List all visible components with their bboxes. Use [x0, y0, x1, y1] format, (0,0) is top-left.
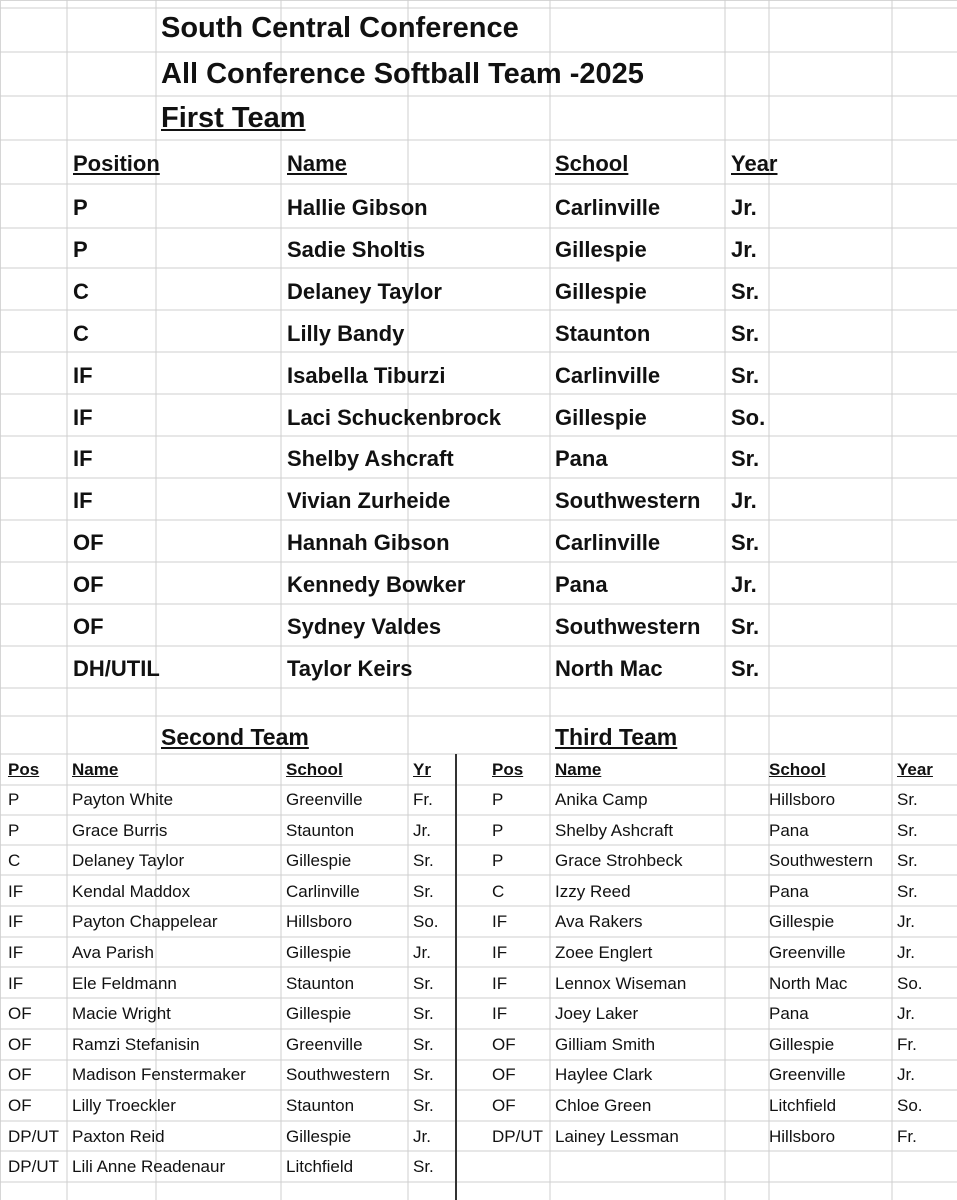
second-team-name: Ava Parish — [72, 943, 154, 962]
third-team-position: IF — [492, 912, 508, 932]
second-team-school: Litchfield — [286, 1157, 354, 1177]
second-team-header-year: Yr — [413, 760, 431, 779]
first-team-position: DH/UTIL — [73, 655, 160, 681]
second-team-position: OF — [8, 1065, 32, 1085]
second-team-year: Sr. — [413, 1034, 434, 1054]
third-team-school: Pana — [769, 881, 809, 901]
third-team-header-position: Pos — [492, 760, 524, 779]
third-team-header-school: School — [769, 760, 826, 779]
third-team-year: So. — [897, 1096, 923, 1115]
third-team-school: North Mac — [769, 973, 848, 993]
first-team-school: Pana — [555, 446, 608, 472]
first-team-year: So. — [731, 404, 766, 430]
third-team-school: Southwestern — [769, 851, 873, 871]
second-team-year: So. — [413, 912, 439, 932]
second-team-name: Lili Anne Readenaur — [72, 1157, 226, 1177]
first-team-position: OF — [73, 530, 104, 556]
second-team-position: OF — [8, 1004, 32, 1024]
first-team-position: IF — [73, 446, 93, 472]
third-team-position: P — [492, 820, 504, 840]
second-team-position: IF — [8, 943, 24, 962]
first-team-year: Sr. — [731, 614, 760, 639]
first-team-name: Kennedy Bowker — [287, 572, 466, 598]
third-team-school: Pana — [769, 820, 809, 840]
first-team-year: Jr. — [731, 572, 757, 598]
second-team-year: Sr. — [413, 1157, 434, 1177]
third-team-year: Sr. — [897, 790, 918, 809]
third-team-name: Anika Camp — [555, 790, 648, 809]
second-team-year: Sr. — [413, 973, 434, 993]
third-team-year: So. — [897, 973, 923, 993]
third-team-school: Pana — [769, 1004, 809, 1024]
third-team-name: Zoee Englert — [555, 943, 653, 962]
second-team-name: Lilly Troeckler — [72, 1096, 176, 1115]
second-team-year: Jr. — [413, 1126, 431, 1146]
second-team-year: Sr. — [413, 851, 434, 871]
first-team-year: Jr. — [731, 195, 757, 220]
first-team-position: IF — [73, 488, 93, 514]
team-title: All Conference Softball Team -2025 — [161, 58, 644, 90]
third-team-school: Hillsboro — [769, 790, 836, 809]
second-team-name: Ramzi Stefanisin — [72, 1034, 200, 1054]
second-team-position: C — [8, 851, 21, 871]
first-team-year: Jr. — [731, 236, 757, 262]
first-team-year: Sr. — [731, 278, 760, 304]
third-team-position: IF — [492, 1004, 508, 1024]
third-team-name: Lainey Lessman — [555, 1126, 679, 1146]
first-team-school: Carlinville — [555, 362, 661, 388]
third-team-position: P — [492, 790, 504, 809]
second-team-position: IF — [8, 881, 24, 901]
first-team-school: Southwestern — [555, 614, 701, 639]
third-team-name: Izzy Reed — [555, 881, 631, 901]
third-team-heading: Third Team — [555, 724, 678, 750]
second-team-name: Payton Chappelear — [72, 912, 218, 932]
third-team-header-name: Name — [555, 760, 602, 779]
first-team-school: Staunton — [555, 320, 651, 346]
second-team-school: Staunton — [286, 973, 355, 993]
first-team-school: Gillespie — [555, 404, 647, 430]
first-team-year: Sr. — [731, 446, 760, 472]
third-team-year: Sr. — [897, 851, 918, 871]
second-team-school: Gillespie — [286, 1004, 352, 1024]
second-team-year: Sr. — [413, 1004, 434, 1024]
second-team-name: Ele Feldmann — [72, 973, 177, 993]
second-team-school: Staunton — [286, 820, 355, 840]
second-team-position: P — [8, 820, 20, 840]
first-team-header-position: Position — [73, 151, 160, 176]
third-team-school: Gillespie — [769, 912, 835, 932]
second-team-position: P — [8, 790, 20, 809]
first-team-position: OF — [73, 614, 104, 639]
second-team-position: IF — [8, 912, 24, 932]
third-team-name: Gilliam Smith — [555, 1034, 656, 1054]
first-team-position: P — [73, 195, 88, 220]
second-team-position: DP/UT — [8, 1126, 59, 1146]
third-team-name: Grace Strohbeck — [555, 851, 683, 871]
first-team-name: Shelby Ashcraft — [287, 446, 454, 472]
third-team-school: Greenville — [769, 1065, 846, 1085]
third-team-position: IF — [492, 973, 508, 993]
second-team-name: Macie Wright — [72, 1004, 171, 1024]
second-team-name: Paxton Reid — [72, 1126, 165, 1146]
first-team-school: Carlinville — [555, 530, 661, 556]
third-team-position: OF — [492, 1034, 516, 1054]
third-team-school: Gillespie — [769, 1034, 835, 1054]
first-team-name: Laci Schuckenbrock — [287, 404, 501, 430]
first-team-year: Sr. — [731, 530, 760, 556]
first-team-header-year: Year — [731, 151, 778, 176]
second-team-position: DP/UT — [8, 1157, 59, 1177]
first-team-header-school: School — [555, 151, 629, 176]
third-team-school: Greenville — [769, 943, 846, 962]
first-team-name: Taylor Keirs — [287, 655, 413, 681]
first-team-year: Sr. — [731, 362, 760, 388]
first-team-year: Jr. — [731, 488, 757, 514]
second-team-school: Hillsboro — [286, 912, 353, 932]
first-team-header-name: Name — [287, 151, 347, 176]
first-team-year: Sr. — [731, 655, 760, 681]
third-team-school: Hillsboro — [769, 1126, 836, 1146]
second-team-school: Southwestern — [286, 1065, 390, 1085]
third-team-name: Shelby Ashcraft — [555, 820, 674, 840]
second-team-school: Gillespie — [286, 851, 352, 871]
first-team-position: C — [73, 278, 89, 304]
first-team-name: Hannah Gibson — [287, 530, 450, 556]
third-team-name: Lennox Wiseman — [555, 973, 687, 993]
third-team-name: Haylee Clark — [555, 1065, 653, 1085]
third-team-position: OF — [492, 1065, 516, 1085]
second-team-year: Sr. — [413, 1065, 434, 1085]
first-team-name: Delaney Taylor — [287, 278, 442, 304]
second-team-name: Grace Burris — [72, 820, 168, 840]
second-team-position: OF — [8, 1034, 32, 1054]
third-team-position: P — [492, 851, 504, 871]
second-team-year: Jr. — [413, 943, 431, 962]
first-team-name: Hallie Gibson — [287, 195, 428, 220]
third-team-year: Fr. — [897, 1034, 917, 1054]
first-team-position: P — [73, 236, 88, 262]
third-team-header-year: Year — [897, 760, 933, 779]
second-team-header-school: School — [286, 760, 343, 779]
first-team-name: Sadie Sholtis — [287, 236, 426, 262]
third-team-position: OF — [492, 1096, 516, 1115]
first-team-heading: First Team — [161, 102, 306, 134]
second-team-header-position: Pos — [8, 760, 40, 779]
first-team-school: Gillespie — [555, 278, 647, 304]
third-team-year: Jr. — [897, 943, 915, 962]
first-team-name: Isabella Tiburzi — [287, 362, 446, 388]
third-team-year: Sr. — [897, 820, 918, 840]
second-team-year: Jr. — [413, 820, 431, 840]
first-team-school: North Mac — [555, 655, 663, 681]
second-team-school: Carlinville — [286, 881, 360, 901]
second-team-year: Fr. — [413, 790, 433, 809]
third-team-name: Chloe Green — [555, 1096, 652, 1115]
second-team-position: OF — [8, 1096, 32, 1115]
first-team-school: Gillespie — [555, 236, 647, 262]
second-team-name: Kendal Maddox — [72, 881, 191, 901]
second-team-year: Sr. — [413, 881, 434, 901]
third-team-year: Jr. — [897, 1004, 915, 1024]
second-team-name: Delaney Taylor — [72, 851, 185, 871]
conference-title: South Central Conference — [161, 12, 519, 44]
second-team-heading: Second Team — [161, 724, 309, 750]
second-team-name: Payton White — [72, 790, 174, 809]
second-team-position: IF — [8, 973, 24, 993]
first-team-position: C — [73, 320, 89, 346]
third-team-position: C — [492, 881, 505, 901]
second-team-school: Greenville — [286, 790, 363, 809]
third-team-name: Ava Rakers — [555, 912, 643, 932]
third-team-year: Fr. — [897, 1126, 917, 1146]
third-team-name: Joey Laker — [555, 1004, 639, 1024]
first-team-year: Sr. — [731, 320, 760, 346]
third-team-year: Jr. — [897, 1065, 915, 1085]
first-team-school: Pana — [555, 572, 608, 598]
third-team-position: IF — [492, 943, 508, 962]
third-team-year: Sr. — [897, 881, 918, 901]
second-team-header-name: Name — [72, 760, 119, 779]
second-team-school: Greenville — [286, 1034, 363, 1054]
first-team-name: Lilly Bandy — [287, 320, 405, 346]
second-team-school: Gillespie — [286, 943, 352, 962]
third-team-year: Jr. — [897, 912, 915, 932]
first-team-school: Carlinville — [555, 195, 661, 220]
team-divider — [455, 754, 457, 1200]
third-team-position: DP/UT — [492, 1126, 543, 1146]
first-team-name: Sydney Valdes — [287, 614, 442, 639]
first-team-position: OF — [73, 572, 104, 598]
second-team-school: Staunton — [286, 1096, 355, 1115]
second-team-year: Sr. — [413, 1096, 434, 1115]
third-team-school: Litchfield — [769, 1096, 837, 1115]
second-team-school: Gillespie — [286, 1126, 352, 1146]
first-team-school: Southwestern — [555, 488, 701, 514]
first-team-position: IF — [73, 362, 93, 388]
first-team-name: Vivian Zurheide — [287, 488, 451, 514]
first-team-position: IF — [73, 404, 93, 430]
second-team-name: Madison Fenstermaker — [72, 1065, 246, 1085]
